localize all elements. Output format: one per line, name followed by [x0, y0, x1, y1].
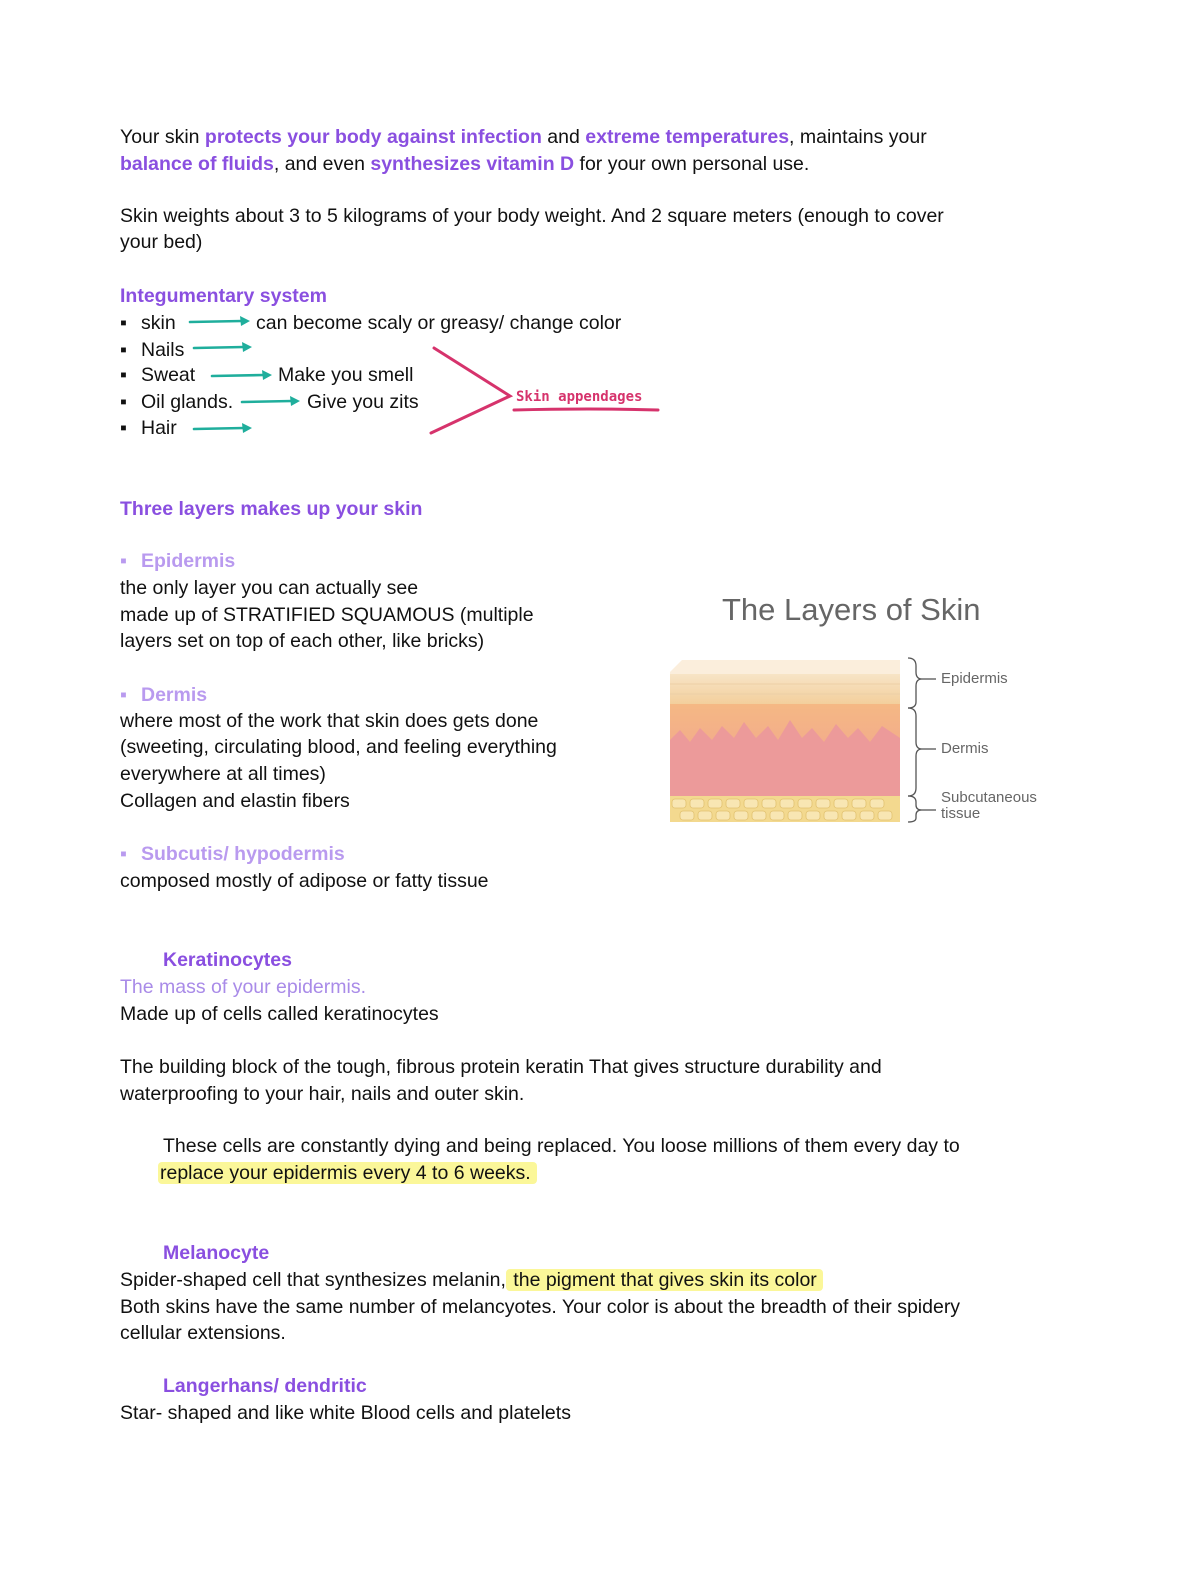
keratinocytes-line: Made up of cells called keratinocytes — [120, 1003, 439, 1025]
dermis-line: where most of the work that skin does gets done — [120, 710, 539, 732]
intro-text: for your own personal use. — [574, 153, 810, 175]
bullet-icon: ▪ — [120, 550, 127, 572]
figure-label-dermis: Dermis — [941, 740, 989, 757]
skin-appendages-note: Skin appendages — [516, 389, 643, 405]
intro-highlight-temperatures: extreme temperatures — [585, 126, 790, 148]
layer-name: Subcutis/ hypodermis — [141, 843, 345, 865]
epidermis-line: the only layer you can actually see — [120, 577, 419, 599]
intro-text: , maintains your — [789, 126, 927, 148]
keratinocytes-line: The building block of the tough, fibrous protein keratin That gives structure durability and — [120, 1056, 882, 1078]
highlighted-text: replace your epidermis every 4 to 6 weeks. — [158, 1162, 537, 1184]
keratinocytes-line: waterproofing to your hair, nails and outer skin. — [120, 1083, 525, 1105]
bullet-icon: ▪ — [120, 417, 127, 439]
figure-label-tissue: tissue — [941, 805, 981, 822]
bullet-icon: ▪ — [120, 391, 127, 413]
dermis-line: (sweeting, circulating blood, and feeling everything — [120, 736, 557, 758]
layer-name: Dermis — [141, 684, 208, 706]
intro-highlight-infection: protects your body against infection — [204, 126, 542, 148]
melanocyte-line-1 — [120, 1267, 823, 1293]
item-label: Hair — [141, 417, 177, 439]
intro-text: and — [541, 126, 586, 148]
langerhans-line: Star- shaped and like white Blood cells and platelets — [120, 1402, 571, 1424]
melanocyte-text: Spider-shaped cell that synthesizes melanin, — [120, 1269, 506, 1291]
item-label: Nails — [141, 339, 185, 361]
item-label: skin — [141, 312, 176, 334]
bullet-icon: ▪ — [120, 312, 127, 334]
melanocyte-line: Both skins have the same number of melancyotes. Your color is about the breadth of their spidery — [120, 1296, 961, 1318]
epidermis-line: layers set on top of each other, like bricks) — [120, 630, 485, 652]
weight-line-1: Skin weights about 3 to 5 kilograms of your body weight. And 2 square meters (enough to cover — [120, 205, 944, 227]
item-note-oil-glands: Give you zits — [307, 391, 419, 413]
figure-label-subcutaneous: Subcutaneous — [941, 789, 1037, 806]
bullet-icon: ▪ — [120, 684, 127, 706]
keratinocytes-heading: Keratinocytes — [163, 949, 292, 971]
figure-title: The Layers of Skin — [722, 592, 981, 627]
layers-heading: Three layers makes up your skin — [120, 498, 423, 520]
intro-highlight-fluids: balance of fluids — [120, 153, 274, 175]
highlighted-text: the pigment that gives skin its color — [506, 1269, 823, 1291]
item-label: Oil glands. — [141, 391, 234, 413]
bullet-icon: ▪ — [120, 364, 127, 386]
weight-line-2: your bed) — [120, 231, 203, 253]
keratinocytes-highlight — [158, 1160, 537, 1186]
epidermis-line: made up of STRATIFIED SQUAMOUS (multiple — [120, 604, 534, 626]
item-note-skin: can become scaly or greasy/ change color — [256, 312, 622, 334]
langerhans-heading: Langerhans/ dendritic — [163, 1375, 367, 1397]
epidermis-heading — [120, 548, 235, 574]
item-label: Sweat — [141, 364, 196, 386]
keratinocytes-subtitle: The mass of your epidermis. — [120, 976, 367, 998]
dermis-line: everywhere at all times) — [120, 763, 326, 785]
intro-highlight-vitamin-d: synthesizes vitamin D — [370, 153, 575, 175]
integumentary-heading: Integumentary system — [120, 285, 327, 307]
subcutis-heading — [120, 841, 345, 867]
dermis-line: Collagen and elastin fibers — [120, 790, 350, 812]
melanocyte-heading: Melanocyte — [163, 1242, 270, 1264]
layer-name: Epidermis — [141, 550, 236, 572]
bullet-icon: ▪ — [120, 843, 127, 865]
item-note-sweat: Make you smell — [278, 364, 414, 386]
figure-label-epidermis: Epidermis — [941, 670, 1008, 687]
melanocyte-line: cellular extensions. — [120, 1322, 286, 1344]
intro-text: , and even — [273, 153, 371, 175]
dermis-heading — [120, 682, 207, 708]
keratinocytes-line: These cells are constantly dying and being replaced. You loose millions of them every day to — [163, 1135, 960, 1157]
intro-text: Your skin — [120, 126, 205, 148]
subcutis-line: composed mostly of adipose or fatty tissue — [120, 870, 489, 892]
bullet-icon: ▪ — [120, 339, 127, 361]
